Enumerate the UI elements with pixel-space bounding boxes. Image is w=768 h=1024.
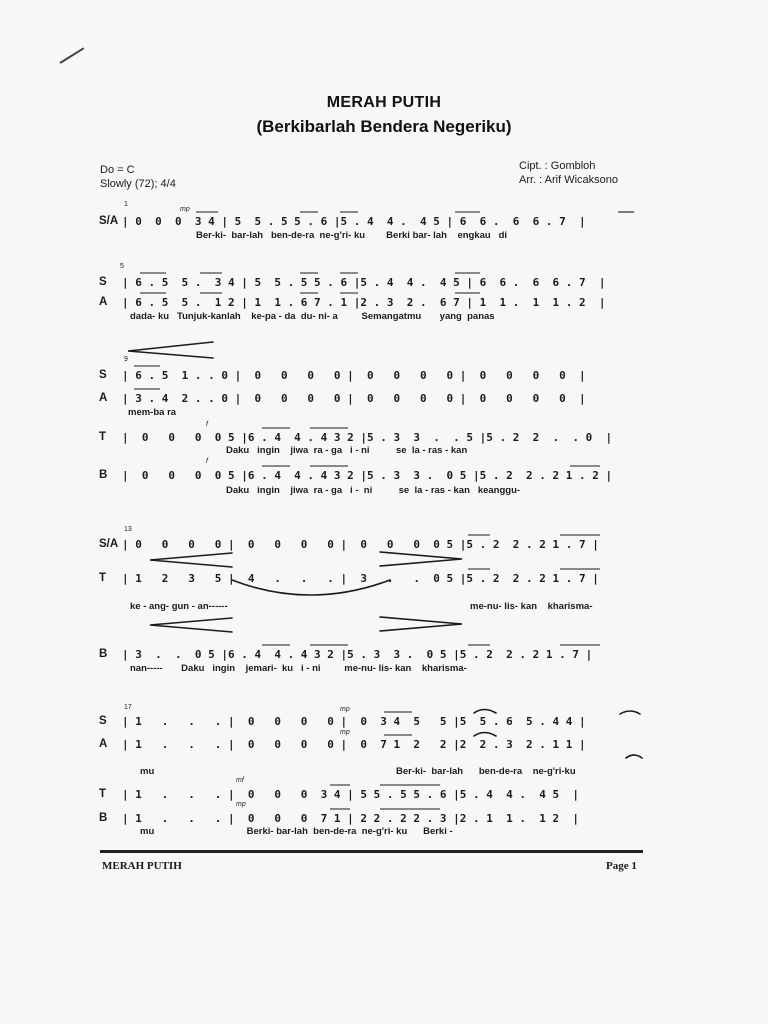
- slur: [626, 755, 642, 758]
- notation-line-s: | 1 . . . | 0 0 0 0 | 0 3 4 5 5 |5 5 . 6 5 . 4 4 |: [122, 715, 586, 728]
- notation-line-sa: | 0 0 0 0 | 0 0 0 0 | 0 0 0 0 5 |5 . 2 2 . 2 1 . 7 |: [122, 538, 599, 551]
- key-signature: Do = C: [100, 164, 135, 176]
- dynamic-marking: f: [206, 421, 208, 428]
- lyrics-line: Ber-ki- bar-lah ben-de-ra ne-g'ri- ku Berki bar- lah engkau di: [196, 230, 508, 241]
- notation-line-t: | 1 2 3 5 | 4 . . . | 3 . . 0 5 |5 . 2 2 . 2 1 . 7 |: [122, 572, 599, 585]
- lyrics-line: Daku ingin jiwa ra - ga i - ni se la - ras - kan keanggu-: [226, 485, 521, 496]
- lyrics-line: mu Berki- bar-lah ben-de-ra ne-g'ri- ku Berki -: [140, 826, 453, 837]
- voice-label-s: S: [99, 715, 107, 727]
- voice-label-b: B: [99, 648, 108, 660]
- voice-label-sa: S/A: [99, 538, 119, 550]
- song-title: MERAH PUTIH: [326, 94, 442, 111]
- lyrics-line: Daku ingin jiwa ra - ga i - ni se la - ras - kan: [226, 445, 468, 456]
- slur: [620, 711, 640, 714]
- arranger-credit: Arr. : Arif Wicaksono: [519, 174, 619, 186]
- voice-label-b: B: [99, 812, 108, 824]
- measure-number: 1: [124, 201, 128, 208]
- notation-line-t: | 0 0 0 0 5 |6 . 4 4 . 4 3 2 |5 . 3 3 . . 5 |5 . 2 2 . . 0 |: [122, 431, 613, 444]
- voice-label-t: T: [99, 572, 107, 584]
- lyrics-line: mu: [140, 766, 155, 777]
- dynamic-marking: mp: [340, 706, 350, 713]
- voice-label-t: T: [99, 431, 107, 443]
- notation-line-b: | 3 . . 0 5 |6 . 4 4 . 4 3 2 |5 . 3 3 . 0 5 |5 . 2 2 . 2 1 . 7 |: [122, 648, 593, 661]
- lyrics-line: me-nu- lis- kan kharisma-: [470, 601, 593, 612]
- voice-label-t: T: [99, 788, 107, 800]
- measure-number: 9: [124, 356, 128, 363]
- crescendo-hairpin: [150, 618, 232, 632]
- lyrics-line: ke - ang- gun - an------: [130, 601, 228, 612]
- dynamic-marking: f: [206, 458, 208, 465]
- notation-line-s: | 6 . 5 1 . . 0 | 0 0 0 0 | 0 0 0 0 | 0 0 0 0 |: [122, 369, 586, 382]
- pen-mark: [59, 47, 84, 64]
- dynamic-marking: mf: [236, 777, 244, 784]
- voice-label-sa: S/A: [99, 215, 119, 227]
- dynamic-marking: mp: [236, 801, 246, 808]
- crescendo-hairpin: [150, 553, 232, 567]
- notation-line-a: | 3 . 4 2 . . 0 | 0 0 0 0 | 0 0 0 0 | 0 0 0 0 |: [122, 392, 586, 405]
- slur: [474, 710, 496, 714]
- voice-label-a: A: [99, 392, 108, 404]
- notation-line-a: | 1 . . . | 0 0 0 0 | 0 7 1 2 2 |2 2 . 3 2 . 1 1 |: [122, 738, 586, 751]
- dynamic-marking: mp: [180, 206, 190, 213]
- measure-number: 5: [120, 263, 124, 270]
- voice-label-s: S: [99, 276, 107, 288]
- notation-line-a: | 6 . 5 5 . 1 2 | 1 1 . 6 7 . 1 |2 . 3 2 . 6 7 | 1 1 . 1 1 . 2 |: [122, 296, 606, 309]
- notation-line-b: | 0 0 0 0 5 |6 . 4 4 . 4 3 2 |5 . 3 3 . 0 5 |5 . 2 2 . 2 1 . 2 |: [122, 469, 613, 482]
- voice-label-a: A: [99, 296, 108, 308]
- composer-credit: Cipt. : Gombloh: [519, 160, 596, 172]
- notation-line-t: | 1 . . . | 0 0 0 3 4 | 5 5 . 5 5 . 6 |5 . 4 4 . 4 5 |: [122, 788, 579, 801]
- notation-line-s: | 6 . 5 5 . 3 4 | 5 5 . 5 5 . 6 |5 . 4 4 . 4 5 | 6 6 . 6 6 . 7 |: [122, 276, 606, 289]
- footer-title: MERAH PUTIH: [102, 860, 182, 872]
- measure-number: 13: [124, 526, 132, 533]
- lyrics-line: Ber-ki- bar-lah ben-de-ra ne-g'ri-ku: [396, 766, 576, 777]
- slur: [474, 733, 496, 737]
- voice-label-b: B: [99, 469, 108, 481]
- measure-number: 17: [124, 704, 132, 711]
- decrescendo-hairpin: [380, 552, 462, 566]
- voice-label-a: A: [99, 738, 108, 750]
- notation-line-b: | 1 . . . | 0 0 0 7 1 | 2 2 . 2 2 . 3 |2 . 1 1 . 1 2 |: [122, 812, 579, 825]
- tempo-marking: Slowly (72); 4/4: [100, 178, 176, 190]
- song-subtitle: (Berkibarlah Bendera Negeriku): [256, 117, 512, 136]
- voice-label-s: S: [99, 369, 107, 381]
- notation-line-sa: | 0 0 0 3 4 | 5 5 . 5 5 . 6 |5 . 4 4 . 4 5 | 6 6 . 6 6 . 7 |: [122, 215, 586, 228]
- lyrics-line: nan----- Daku ingin jemari- ku i - ni me-nu- lis- kan kharisma-: [130, 663, 467, 674]
- dynamic-marking: mp: [340, 729, 350, 736]
- decrescendo-hairpin: [380, 617, 462, 631]
- crescendo-hairpin: [128, 342, 213, 358]
- lyrics-line: dada- ku Tunjuk-kanlah ke-pa - da du- ni- a Semangatmu yang panas: [130, 311, 495, 322]
- page-number: Page 1: [606, 860, 637, 872]
- footer-rule: [100, 850, 643, 853]
- lyrics-line: mem-ba ra: [128, 407, 177, 418]
